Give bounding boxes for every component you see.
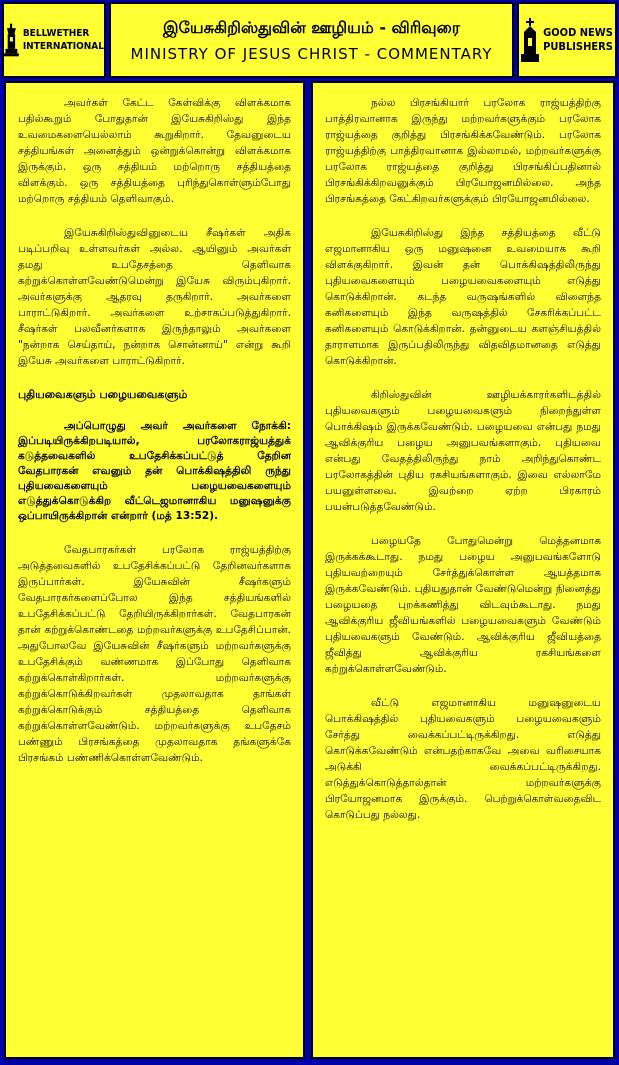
bellwether-logo	[2, 2, 106, 78]
paragraph: இயேசுகிறிஸ்துவினுடைய சீஷர்கள் அதிக படிப்பறிவு உள்ளவர்கள் அல்ல. ஆயினும் அவர்கள் தமது உபதேசத்தை தெளிவாக கற்றுக்கொள்ளவேண்டுமென்று இயேசு விரும்புகிறார். அவர்களுக்கு ஆதரவு தருகிறார். அவர்களை பாராட்டுகிறார். அவர்களை உற்சாகப்படுத்துகிறார். சீஷர்கள் பலவீனர்களாக இருந்தாலும் அவர்களை "நன்றாக செய்தாய், நன்றாக சொன்னாய்" என்று கூறி இயேசு அவர்களை பாராட்டுகிறார்.	[18, 227, 291, 367]
left-logo-line-2: INTERNATIONAL	[22, 41, 104, 52]
paragraph: பழையதே போதுமென்று மெத்தனமாக இருக்கக்கூடாது. நமது பழைய அனுபவங்களோடு புதியவற்றையும் சேர்த்துக்கொள்ள ஆயத்தமாக இருக்கவேண்டும். புதியதுதான் வேண்டுமென்று நினைத்து பழையதை புறக்கணித்து விடவும்கூடாது. நமது ஆவிக்குரிய ஜீவியங்களில் பழையவைகளும் வேண்டும் புதியவைகளும் வேண்டும். ஆவிக்குரிய ஜீவியத்தை ஜீவித்து ஆவிக்குரிய ரகசியங்களை கற்றுக்கொள்ளவேண்டும்.	[325, 535, 601, 675]
bell-tower-icon	[4, 18, 19, 62]
right-logo-line-2: PUBLISHERS	[543, 40, 613, 53]
paragraph: வீட்டு எஜமானாகிய மனுஷனுடைய பொக்கிஷத்தில் புதியவைகளும் பழையவைகளும் சேர்த்து வைக்கப்பட்டிருக்கிறது. எடுத்து கொடுக்கவேண்டும் என்பதற்காகவே அவை வரிசையாக அடுக்கி வைக்கப்பட்டிருக்கிறது. எடுத்துக்கொடுத்தால்தான் மற்றவர்களுக்கு பிரயோஜனமாக இருக்கும். பெற்றுக்கொள்வதைவிட கொடுப்பது நல்லது.	[325, 697, 601, 821]
paragraph: நல்ல பிரசங்கியார் பரலோக ராஜ்யத்திற்கு பாத்திரவானாக இருந்து மற்றவர்களுக்கும் பரலோக ராஜ்யத்தை குறித்து பிரசங்கிக்கவேண்டும். பரலோக ராஜ்யத்திற்கு பாத்திரவானாக இல்லாமல், மற்றவர்களுக்கு பரலோக ராஜ்யத்தை குறித்து பிரசங்கிப்பதினால் பிரசங்கிக்கிறவனுக்கும் பிரயோஜனமில்லை. அந்த பிரசங்கத்தை கேட்கிறவர்களுக்கும் பிரயோஜனமில்லை.	[325, 97, 601, 205]
paragraph: வேதபாரகர்கள் பரலோக ராஜ்யத்திற்கு அடுத்தவைகளில் உபதேசிக்கப்பட்டு தேறினவர்களாக இருப்பார்கள். இயேசுவின் சீஷர்களும் வேதபாரகர்களைப்போல இந்த சத்தியங்களில் உபதேசிக்கப்பட்டு தேறியிருக்கிறார்கள். வேதபாரகன் தான் கற்றுக்கொண்டதை மற்றவர்களுக்கு உபதேசிப்பான். அதுபோலவே இயேசுவின் சீஷர்களும் மற்றவர்களுக்கு உபதேசிக்கும் வண்ணமாக இப்போது தெளிவாக கற்றுக்கொள்கிறார்கள். மற்றவர்களுக்கு கற்றுக்கொடுக்கிறவர்கள் முதலாவதாக தாங்கள் கற்றுக்கொடுக்கும் சத்தியத்தை தெளிவாக கற்றுக்கொள்ளவேண்டும். மற்றவர்களுக்கு உபதேசம் பண்ணும் பிரசங்கத்தை முதலாவதாக தங்களுக்கே பிரசங்கம் பண்ணிக்கொள்ளவேண்டும்.	[18, 544, 291, 764]
good-news-logo	[517, 2, 617, 78]
church-icon	[521, 18, 539, 62]
page-title-tamil: இயேசுகிறிஸ்துவின் ஊழியம் - விரிவுரை	[162, 17, 460, 37]
paragraph: இயேசுகிறிஸ்து இந்த சத்தியத்தை வீட்டு எஜமானாகிய ஒரு மனுஷனை உவமையாக கூறி விளக்குகிறார். இவன் தன் பொக்கிஷத்திலிருந்து புதியவைகளையும் பழையவைகளையும் எடுத்து கொடுக்கிறான். கடந்த வருஷங்களில் விளைந்த கனிகளையும் இந்த வருஷத்தில் சேகரிக்கப்பட்ட கனிகளையும் கொடுக்கிறான். தன்னுடைய களஞ்சியத்தில் தாராளமாக இருப்பதிலிருந்து விதவிதமானதை எடுத்து கொடுக்கிறான்.	[325, 227, 601, 367]
right-column	[311, 81, 615, 1059]
page-header	[2, 2, 617, 78]
section-heading: புதியவைகளும் பழையவைகளும்	[18, 388, 188, 401]
left-column	[4, 81, 305, 1059]
left-logo-line-1: BELLWETHER	[22, 28, 90, 39]
paragraph: அவர்கள் கேட்ட கேள்விக்கு விளக்கமாக பதில்கூறும் போதுதான் இயேசுகிறிஸ்து இந்த உவமைகளையெல்லாம் கூறுகிறார். தேவனுடைய சத்தியங்கள் அனைத்தும் ஒன்றுக்கொன்று விளக்கமாக இருக்கும். ஒரு சத்தியம் மற்றொரு சத்தியத்தை விளக்கும். ஒரு சத்தியத்தை புரிந்துகொள்ளும்போது மற்றொரு சத்தியம் தெளிவாகும்.	[18, 97, 291, 205]
title-box	[109, 2, 514, 78]
scripture-quote: அப்பொழுது அவர் அவர்களை நோக்கி: இப்படியிருக்கிறபடியால், பரலோகராஜ்யத்துக் கடுத்தவைகளில் உபதேசிக்கப்பட்டுத் தேறின வேதபாரகன் எவனும் தன் பொக்கிஷத்திலி ருந்து புதியவைகளையும் பழையவைகளையும் எடுத்துக்கொடுக்கிற வீட்டெஜமானாகிய மனுஷனுக்கு ஒப்பாயிருக்கிறான் என்றார் (மத் 13:52).	[18, 420, 291, 522]
page-title-english: MINISTRY OF JESUS CHRIST - COMMENTARY	[130, 44, 493, 63]
paragraph: கிறிஸ்துவின் ஊழியக்காரர்களிடத்தில் புதியவைகளும் பழையவைகளும் நிறைந்துள்ள பொக்கிஷம் இருக்கவேண்டும். பழையவை என்பது நமது ஆவிக்குரிய பழைய அனுபவங்களாகும். புதியவை என்பது வேதத்திலிருந்து நாம் அறிந்துகொண்ட பரலோகத்தின் புதிய ரகசியங்களாகும். இவை எல்லாமே பயனுள்ளவை. இவற்றை ஏற்ற பிரகாரம் பயன்படுத்தவேண்டும்.	[325, 389, 601, 513]
right-logo-line-1: GOOD NEWS	[543, 26, 613, 39]
